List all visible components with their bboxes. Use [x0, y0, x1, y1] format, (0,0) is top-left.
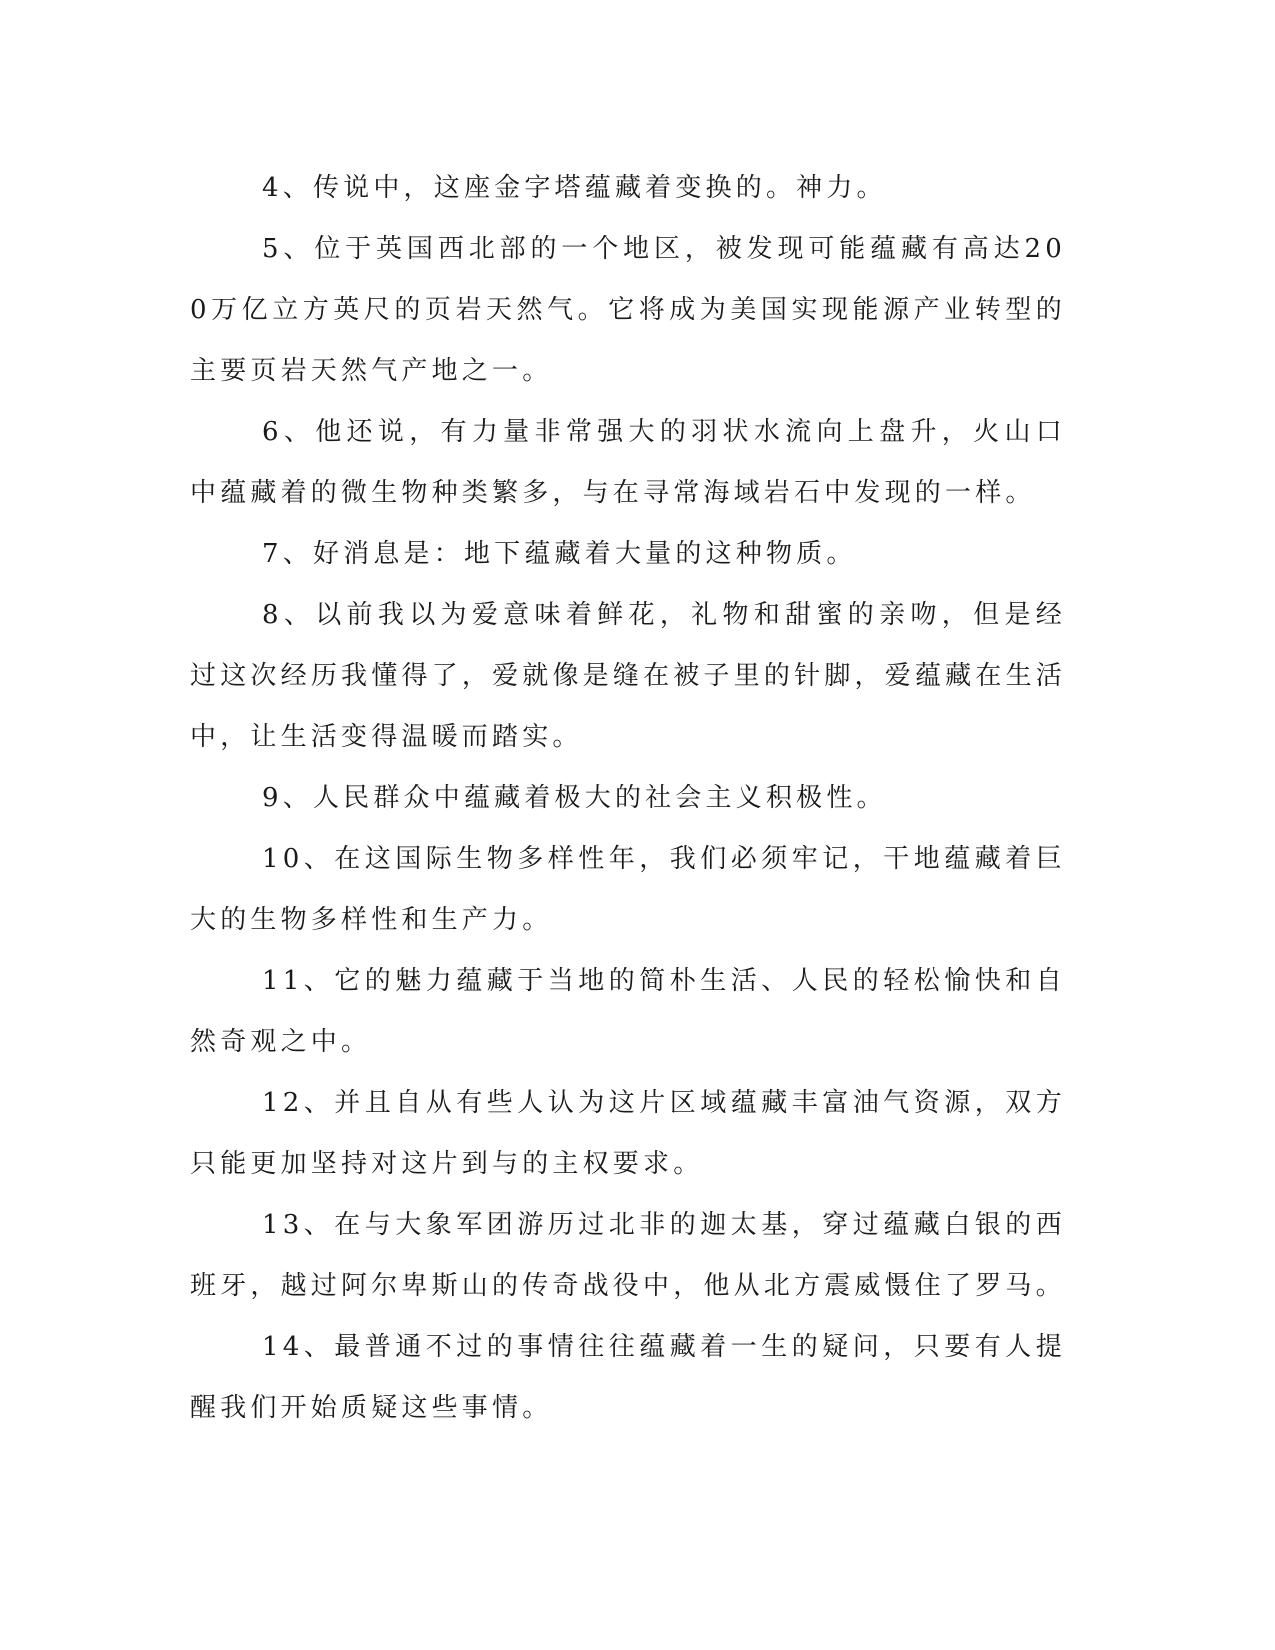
- paragraph-10: 10、在这国际生物多样性年，我们必须牢记，干地蕴藏着巨大的生物多样性和生产力。: [190, 844, 1066, 935]
- paragraph-5: 5、位于英国西北部的一个地区，被发现可能蕴藏有高达200万亿立方英尺的页岩天然气。它将成为美国实现能源产业转型的主要页岩天然气产地之一。: [190, 234, 1066, 386]
- paragraph-12: 12、并且自从有些人认为这片区域蕴藏丰富油气资源，双方只能更加坚持对这片到与的主权要求。: [190, 1088, 1066, 1179]
- paragraph-11: 11、它的魅力蕴藏于当地的简朴生活、人民的轻松愉快和自然奇观之中。: [190, 966, 1066, 1057]
- paragraph-9: 9、人民群众中蕴藏着极大的社会主义积极性。: [262, 783, 887, 813]
- paragraph-4: 4、传说中，这座金字塔蕴藏着变换的。神力。: [262, 173, 887, 203]
- paragraph-14: 14、最普通不过的事情往往蕴藏着一生的疑问，只要有人提醒我们开始质疑这些事情。: [190, 1332, 1066, 1423]
- paragraph-7: 7、好消息是：地下蕴藏着大量的这种物质。: [262, 539, 857, 569]
- paragraph-8: 8、以前我以为爱意味着鲜花，礼物和甜蜜的亲吻，但是经过这次经历我懂得了，爱就像是缝在被子里的针脚，爱蕴藏在生活中，让生活变得温暖而踏实。: [190, 600, 1066, 752]
- document-body: [190, 158, 1066, 1439]
- paragraph-13: 13、在与大象军团游历过北非的迦太基，穿过蕴藏白银的西班牙，越过阿尔卑斯山的传奇战役中，他从北方震威慑住了罗马。: [190, 1210, 1066, 1301]
- paragraph-6: 6、他还说，有力量非常强大的羽状水流向上盘升，火山口中蕴藏着的微生物种类繁多，与在寻常海域岩石中发现的一样。: [190, 417, 1066, 508]
